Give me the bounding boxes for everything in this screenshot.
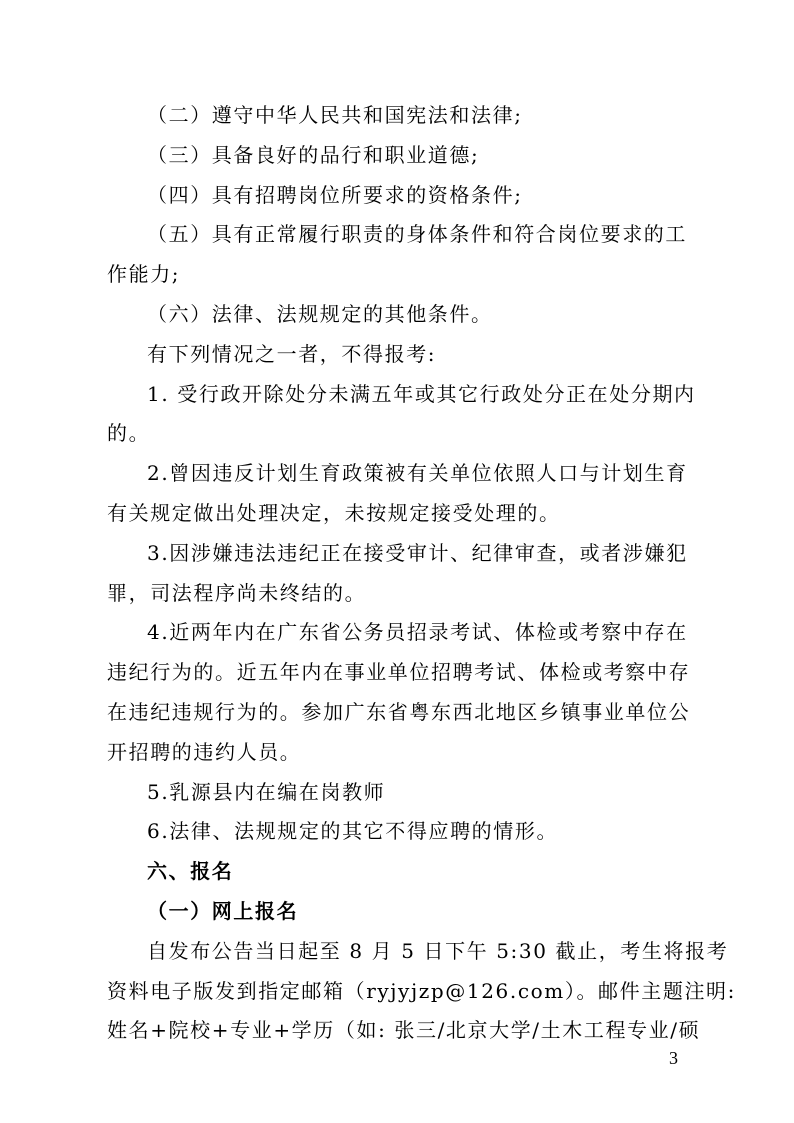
text-line: 资料电子版发到指定邮箱（ryjyjzp@126.com）。邮件主题注明: <box>107 978 736 1003</box>
text-line: 违纪行为的。近五年内在事业单位招聘考试、体检或考察中存 <box>107 660 691 685</box>
text-line: 有关规定做出处理决定，未按规定接受处理的。 <box>107 500 561 525</box>
text-line: （五）具有正常履行职责的身体条件和符合岗位要求的工 <box>147 222 687 247</box>
text-line: 5.乳源县内在编在岗教师 <box>147 779 386 804</box>
text-line: （二）遵守中华人民共和国宪法和法律; <box>147 103 523 127</box>
text-line: 4.近两年内在广东省公务员招录考试、体检或考察中存在 <box>147 620 688 645</box>
text-line: （三）具备良好的品行和职业道德; <box>147 142 480 167</box>
section-heading: 六、报名 <box>147 859 234 884</box>
text-line: 1. 受行政开除处分未满五年或其它行政处分正在处分期内 <box>147 381 696 406</box>
text-line: 罪，司法程序尚未终结的。 <box>107 580 367 605</box>
text-line: 的。 <box>107 421 151 446</box>
text-line: 自发布公告当日起至 8 月 5 日下午 5:30 截止，考生将报考 <box>147 938 729 963</box>
text-line: 6.法律、法规规定的其它不得应聘的情形。 <box>147 819 559 844</box>
document-page <box>107 96 736 1051</box>
text-line: 在违纪违规行为的。参加广东省粤东西北地区乡镇事业单位公 <box>107 699 691 724</box>
text-line: 3.因涉嫌违法违纪正在接受审计、纪律审查，或者涉嫌犯 <box>147 540 688 565</box>
text-line: 2.曾因违反计划生育政策被有关单位依照人口与计划生育 <box>147 461 688 486</box>
text-line: 有下列情况之一者，不得报考: <box>147 341 437 366</box>
text-line: 开招聘的违约人员。 <box>107 739 302 764</box>
text-line: （四）具有招聘岗位所要求的资格条件; <box>147 182 523 207</box>
document-body <box>107 96 736 1051</box>
section-heading: （一）网上报名 <box>147 898 299 923</box>
text-line: （六）法律、法规规定的其他条件。 <box>147 301 493 326</box>
text-line: 姓名+院校+专业+学历（如: 张三/北京大学/土木工程专业/硕 <box>107 1018 701 1043</box>
text-line: 作能力; <box>107 262 181 287</box>
page-number: 3 <box>669 1048 678 1068</box>
